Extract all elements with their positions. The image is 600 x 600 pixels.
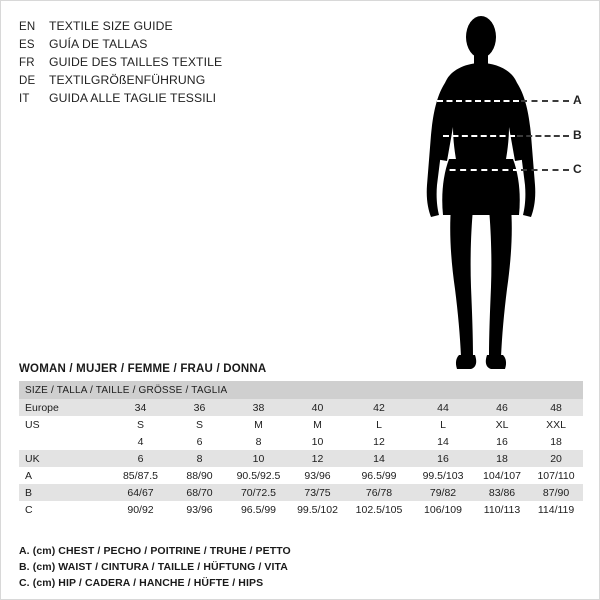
row-label: UK bbox=[19, 450, 111, 467]
table-cell: 36 bbox=[170, 399, 229, 416]
table-cell: 83/86 bbox=[475, 484, 529, 501]
language-title: GUIDA ALLE TAGLIE TESSILI bbox=[49, 91, 217, 105]
table-cell: L bbox=[347, 416, 411, 433]
marker-label-b: B bbox=[573, 128, 582, 142]
chest-leader-line bbox=[521, 100, 569, 102]
language-title: GUÍA DE TALLAS bbox=[49, 37, 148, 51]
table-cell: 99.5/102 bbox=[288, 501, 347, 518]
marker-label-a: A bbox=[573, 93, 582, 107]
table-cell: 18 bbox=[529, 433, 583, 450]
row-label: A bbox=[19, 467, 111, 484]
language-title: GUIDE DES TAILLES TEXTILE bbox=[49, 55, 223, 69]
female-body-silhouette bbox=[371, 9, 591, 379]
table-cell: 99.5/103 bbox=[411, 467, 475, 484]
marker-label-c: C bbox=[573, 162, 582, 176]
language-code: DE bbox=[19, 75, 36, 87]
table-cell: 10 bbox=[288, 433, 347, 450]
table-cell: 12 bbox=[347, 433, 411, 450]
table-header-row bbox=[19, 381, 583, 399]
language-code: FR bbox=[19, 57, 35, 69]
table-cell: L bbox=[411, 416, 475, 433]
table-cell: 104/107 bbox=[475, 467, 529, 484]
language-row bbox=[19, 17, 349, 35]
row-label bbox=[19, 433, 111, 450]
legend-line-c: C. (cm) HIP / CADERA / HANCHE / HÜFTE / HIPS bbox=[19, 577, 264, 589]
table-row bbox=[19, 501, 583, 518]
table-cell: 93/96 bbox=[170, 501, 229, 518]
table-cell: M bbox=[229, 416, 288, 433]
measurement-legend bbox=[19, 543, 579, 591]
table-cell: 76/78 bbox=[347, 484, 411, 501]
table-cell: 114/119 bbox=[529, 501, 583, 518]
table-cell: 87/90 bbox=[529, 484, 583, 501]
table-cell: 88/90 bbox=[170, 467, 229, 484]
table-cell: 90/92 bbox=[111, 501, 170, 518]
silhouette-svg bbox=[371, 9, 591, 379]
table-cell: S bbox=[111, 416, 170, 433]
table-cell: 106/109 bbox=[411, 501, 475, 518]
language-code: EN bbox=[19, 21, 36, 33]
table-cell: S bbox=[170, 416, 229, 433]
table-cell: 4 bbox=[111, 433, 170, 450]
table-cell: 70/72.5 bbox=[229, 484, 288, 501]
size-table-wrapper bbox=[19, 381, 583, 518]
table-cell: 48 bbox=[529, 399, 583, 416]
language-row bbox=[19, 89, 349, 107]
table-cell: XXL bbox=[529, 416, 583, 433]
table-cell: 68/70 bbox=[170, 484, 229, 501]
table-cell: 20 bbox=[529, 450, 583, 467]
waist-measure-line bbox=[443, 135, 515, 137]
hip-measure-line bbox=[439, 169, 519, 171]
row-label: C bbox=[19, 501, 111, 518]
language-row bbox=[19, 53, 349, 71]
language-row bbox=[19, 35, 349, 53]
table-cell: 14 bbox=[347, 450, 411, 467]
table-row bbox=[19, 416, 583, 433]
table-section-title: WOMAN / MUJER / FEMME / FRAU / DONNA bbox=[19, 363, 267, 375]
table-cell: 16 bbox=[475, 433, 529, 450]
table-cell: 93/96 bbox=[288, 467, 347, 484]
table-cell: 42 bbox=[347, 399, 411, 416]
row-label: B bbox=[19, 484, 111, 501]
table-row bbox=[19, 433, 583, 450]
legend-line-a: A. (cm) CHEST / PECHO / POITRINE / TRUHE / PETTO bbox=[19, 545, 291, 557]
table-cell: 96.5/99 bbox=[229, 501, 288, 518]
table-cell: 8 bbox=[170, 450, 229, 467]
language-title: TEXTILGRÖßENFÜHRUNG bbox=[49, 73, 206, 87]
table-cell: 64/67 bbox=[111, 484, 170, 501]
table-cell: 6 bbox=[111, 450, 170, 467]
hip-leader-line bbox=[521, 169, 569, 171]
table-cell: 110/113 bbox=[475, 501, 529, 518]
language-code: ES bbox=[19, 39, 35, 51]
table-row bbox=[19, 450, 583, 467]
table-row bbox=[19, 484, 583, 501]
legend-line-b: B. (cm) WAIST / CINTURA / TAILLE / HÜFTUNG / VITA bbox=[19, 561, 288, 573]
table-cell: 8 bbox=[229, 433, 288, 450]
language-header-list bbox=[19, 17, 349, 107]
table-cell: 34 bbox=[111, 399, 170, 416]
chest-measure-line bbox=[437, 100, 519, 102]
table-cell: 85/87.5 bbox=[111, 467, 170, 484]
table-cell: XL bbox=[475, 416, 529, 433]
table-cell: 38 bbox=[229, 399, 288, 416]
table-cell: 90.5/92.5 bbox=[229, 467, 288, 484]
table-cell: 79/82 bbox=[411, 484, 475, 501]
language-code: IT bbox=[19, 93, 30, 105]
table-header-label: SIZE / TALLA / TAILLE / GRÖSSE / TAGLIA bbox=[19, 381, 583, 399]
language-row bbox=[19, 71, 349, 89]
table-cell: M bbox=[288, 416, 347, 433]
table-cell: 14 bbox=[411, 433, 475, 450]
table-cell: 107/110 bbox=[529, 467, 583, 484]
table-cell: 73/75 bbox=[288, 484, 347, 501]
table-row bbox=[19, 399, 583, 416]
table-cell: 40 bbox=[288, 399, 347, 416]
table-cell: 10 bbox=[229, 450, 288, 467]
table-cell: 46 bbox=[475, 399, 529, 416]
row-label: US bbox=[19, 416, 111, 433]
table-cell: 102.5/105 bbox=[347, 501, 411, 518]
table-cell: 6 bbox=[170, 433, 229, 450]
row-label: Europe bbox=[19, 399, 111, 416]
table-cell: 12 bbox=[288, 450, 347, 467]
table-cell: 18 bbox=[475, 450, 529, 467]
table-row bbox=[19, 467, 583, 484]
table-cell: 44 bbox=[411, 399, 475, 416]
language-title: TEXTILE SIZE GUIDE bbox=[49, 19, 173, 33]
table-cell: 16 bbox=[411, 450, 475, 467]
waist-leader-line bbox=[517, 135, 569, 137]
table-cell: 96.5/99 bbox=[347, 467, 411, 484]
size-table bbox=[19, 381, 583, 518]
